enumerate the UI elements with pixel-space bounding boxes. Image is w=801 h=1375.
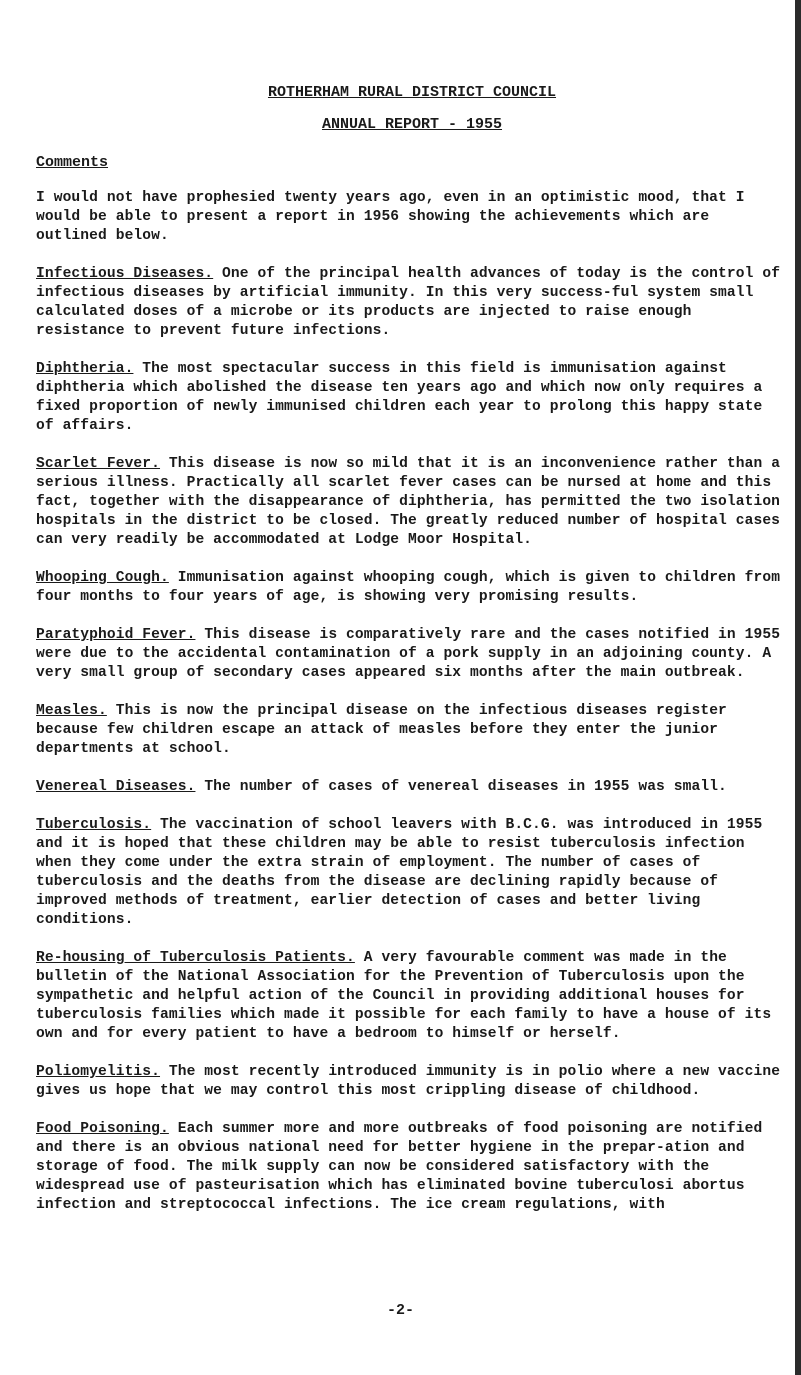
comments-label: Comments xyxy=(36,154,109,171)
section-title: Scarlet Fever. xyxy=(36,456,161,472)
report-title: ANNUAL REPORT - 1955 xyxy=(321,116,503,133)
section-title: Poliomyelitis. xyxy=(36,1064,161,1080)
section-scarlet-fever xyxy=(36,455,788,550)
section-rehousing xyxy=(36,949,788,1044)
section-title: Diphtheria. xyxy=(36,361,134,377)
council-heading xyxy=(36,84,788,102)
comments-heading xyxy=(36,154,788,171)
section-whooping-cough xyxy=(36,569,788,607)
section-body: This is now the principal disease on the infectious diseases register because few children escape an attack of measles before they enter the junior departments at school. xyxy=(36,703,727,757)
council-title: ROTHERHAM RURAL DISTRICT COUNCIL xyxy=(267,84,557,101)
section-title: Tuberculosis. xyxy=(36,817,152,833)
section-body: Each summer more and more outbreaks of food poisoning are notified and there is an obvious national need for better hygiene in the prepar-ation and storage of food. The milk supply can now be considered satisfactory with the widespread use of pasteurisation which has eliminated bovine tuberculosi abortus infection and streptococcal infections. The ice cream regulations, with xyxy=(36,1121,763,1213)
section-title: Whooping Cough. xyxy=(36,570,169,586)
report-heading xyxy=(36,116,788,134)
section-infectious-diseases xyxy=(36,265,788,341)
section-food-poisoning xyxy=(36,1120,788,1215)
intro-paragraph: I would not have prophesied twenty years ago, even in an optimistic mood, that I would be able to present a report in 1956 showing the achievements which are outlined below. xyxy=(36,190,745,244)
section-body: A very favourable comment was made in the bulletin of the National Association for the Prevention of Tuberculosis upon the sympathetic and helpful action of the Council in providing additional houses for tuberculosis families which made it possible for each family to have a house of its own and for every patient to have a bedroom to himself or herself. xyxy=(36,950,772,1042)
page-number: -2- xyxy=(386,1302,414,1319)
section-body: The most spectacular success in this field is immunisation against diphtheria which abolished the disease ten years ago and which now only requires a fixed proportion of newly immunised children each year to prolong this happy state of affairs. xyxy=(36,361,763,434)
section-paratyphoid-fever xyxy=(36,626,788,683)
section-body: This disease is comparatively rare and the cases notified in 1955 were due to the accidental contamination of a pork supply in an adjoining county. A very small group of secondary cases appeared six months after the main outbreak. xyxy=(36,627,781,681)
section-title: Measles. xyxy=(36,703,107,719)
section-diphtheria xyxy=(36,360,788,436)
section-body: The most recently introduced immunity is in polio where a new vaccine gives us hope that we may control this most crippling disease of childhood. xyxy=(36,1064,781,1099)
section-title: Infectious Diseases. xyxy=(36,266,214,282)
section-poliomyelitis xyxy=(36,1063,788,1101)
section-tuberculosis xyxy=(36,816,788,930)
section-title: Re-housing of Tuberculosis Patients. xyxy=(36,950,355,966)
section-venereal-diseases xyxy=(36,778,788,797)
document-page xyxy=(36,84,788,1215)
section-body: The number of cases of venereal diseases in 1955 was small. xyxy=(204,779,727,795)
section-title: Venereal Diseases. xyxy=(36,779,196,795)
section-measles xyxy=(36,702,788,759)
section-body: The vaccination of school leavers with B.C.G. was introduced in 1955 and it is hoped that these children may be able to resist tuberculosis infection when they come under the extra strain of employment. The number of cases of tuberculosis and the deaths from the disease are declining rapidly because of improved methods of treatment, earlier detection of cases and better living conditions. xyxy=(36,817,763,928)
section-title: Paratyphoid Fever. xyxy=(36,627,196,643)
section-body: Immunisation against whooping cough, which is given to children from four months to four years of age, is showing very promising results. xyxy=(36,570,781,605)
section-title: Food Poisoning. xyxy=(36,1121,169,1137)
scan-edge-shadow xyxy=(795,0,801,1375)
section-body: One of the principal health advances of today is the control of infectious diseases by artificial immunity. In this very success-ful system small calculated doses of a microbe or its products are injected to raise enough resistance to prevent future infections. xyxy=(36,266,781,339)
section-body: This disease is now so mild that it is an inconvenience rather than a serious illness. Practically all scarlet fever cases can be nursed at home and this fact, together with the disappearance of diphtheria, has permitted the two isolation hospitals in the district to be closed. The greatly reduced number of hospital cases can very readily be accommodated at Lodge Moor Hospital. xyxy=(36,456,781,548)
